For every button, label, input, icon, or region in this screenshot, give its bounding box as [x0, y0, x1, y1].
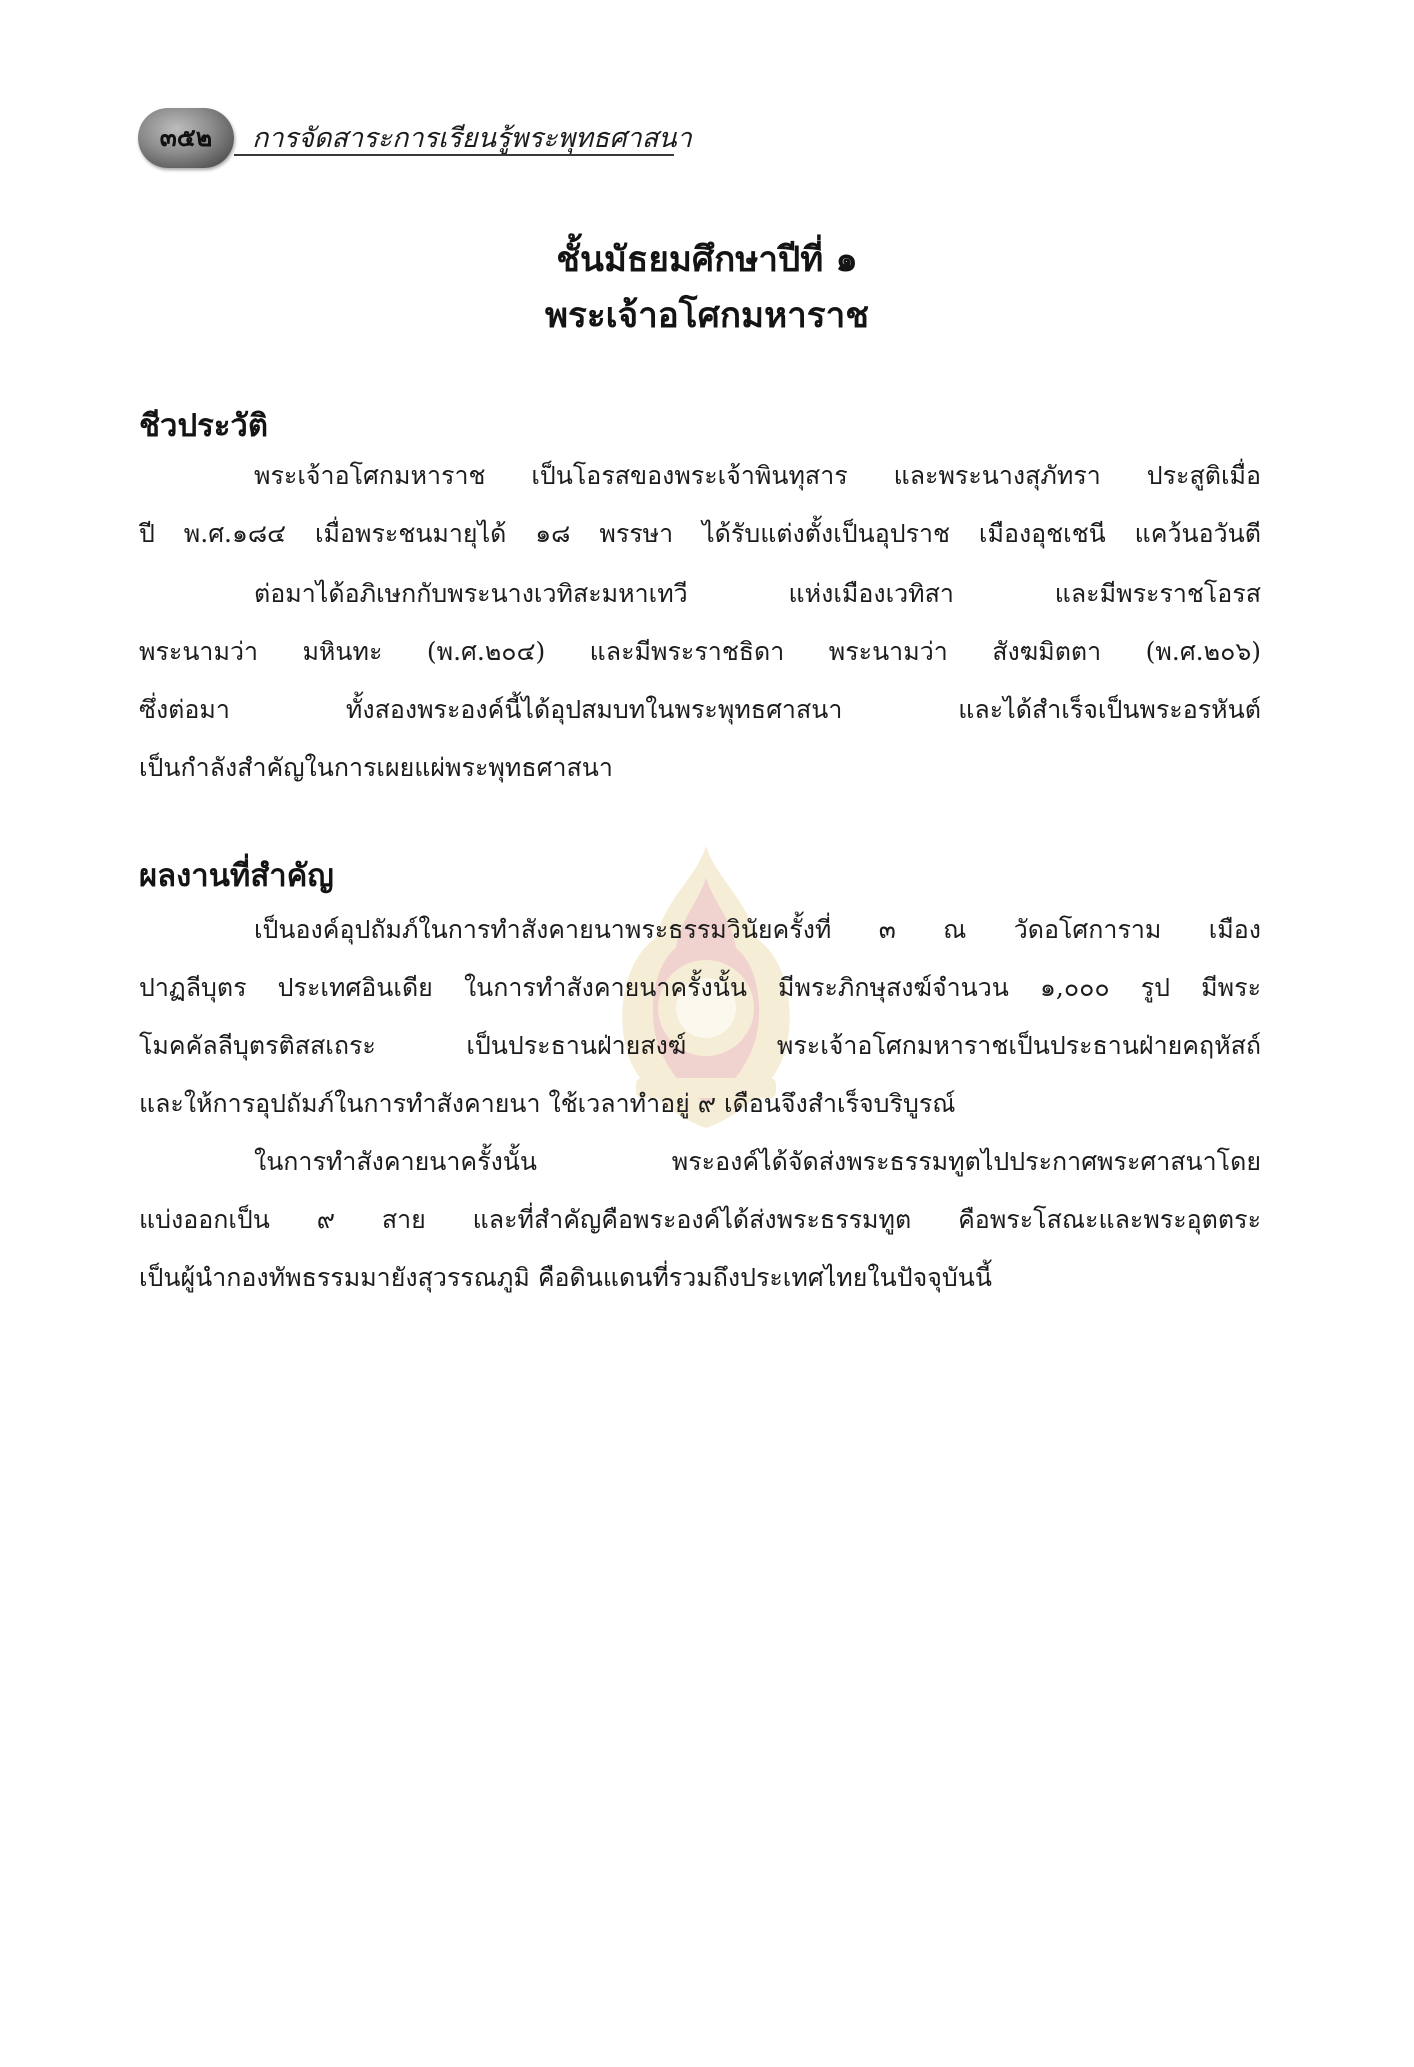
section-heading-works: ผลงานที่สำคัญ	[139, 858, 334, 894]
paragraph-line: เป็นองค์อุปถัมภ์ในการทำสังคายนาพระธรรมวินัยครั้งที่ ๓ ณ วัดอโศการาม เมือง	[254, 915, 1261, 944]
paragraph-line: ปาฏลีบุตร ประเทศอินเดีย ในการทำสังคายนาครั้งนั้น มีพระภิกษุสงฆ์จำนวน ๑,๐๐๐ รูป มีพระ	[139, 973, 1261, 1002]
header-rule	[234, 154, 674, 156]
page-number: ๓๕๒	[159, 123, 213, 152]
paragraph-line: ปี พ.ศ.๑๘๔ เมื่อพระชนมายุได้ ๑๘ พรรษา ได้รับแต่งตั้งเป็นอุปราช เมืองอุชเชนี แคว้นอวันตี	[139, 519, 1261, 548]
paragraph-line: ต่อมาได้อภิเษกกับพระนางเวทิสะมหาเทวี แห่งเมืองเวทิสา และมีพระราชโอรส	[254, 579, 1261, 608]
paragraph-line: ซึ่งต่อมา ทั้งสองพระองค์นี้ได้อุปสมบทในพระพุทธศาสนา และได้สำเร็จเป็นพระอรหันต์	[139, 695, 1261, 724]
paragraph-line: และให้การอุปถัมภ์ในการทำสังคายนา ใช้เวลาทำอยู่ ๙ เดือนจึงสำเร็จบริบูรณ์	[139, 1089, 956, 1118]
paragraph-line: พระเจ้าอโศกมหาราช เป็นโอรสของพระเจ้าพินทุสาร และพระนางสุภัทรา ประสูติเมื่อ	[254, 461, 1261, 490]
running-title: การจัดสาระการเรียนรู้พระพุทธศาสนา	[252, 123, 692, 154]
paragraph-line: แบ่งออกเป็น ๙ สาย และที่สำคัญคือพระองค์ได้ส่งพระธรรมทูต คือพระโสณะและพระอุตตระ	[139, 1205, 1261, 1234]
paragraph-line: ในการทำสังคายนาครั้งนั้น พระองค์ได้จัดส่งพระธรรมทูตไปประกาศพระศาสนาโดย	[254, 1147, 1261, 1176]
chapter-title: ชั้นมัธยมศึกษาปีที่ ๑	[556, 239, 858, 280]
section-heading-biography: ชีวประวัติ	[139, 408, 268, 444]
paragraph-line: โมคคัลลีบุตรติสสเถระ เป็นประธานฝ่ายสงฆ์ พระเจ้าอโศกมหาราชเป็นประธานฝ่ายคฤหัสถ์	[139, 1031, 1261, 1060]
paragraph-line: เป็นผู้นำกองทัพธรรมมายังสุวรรณภูมิ คือดินแดนที่รวมถึงประเทศไทยในปัจจุบันนี้	[139, 1263, 992, 1292]
paragraph-line: เป็นกำลังสำคัญในการเผยแผ่พระพุทธศาสนา	[139, 753, 613, 782]
running-header	[138, 108, 692, 168]
subject-title: พระเจ้าอโศกมหาราช	[544, 295, 870, 336]
paragraph-line: พระนามว่า มหินทะ (พ.ศ.๒๐๔) และมีพระราชธิดา พระนามว่า สังฆมิตตา (พ.ศ.๒๐๖)	[139, 637, 1261, 666]
